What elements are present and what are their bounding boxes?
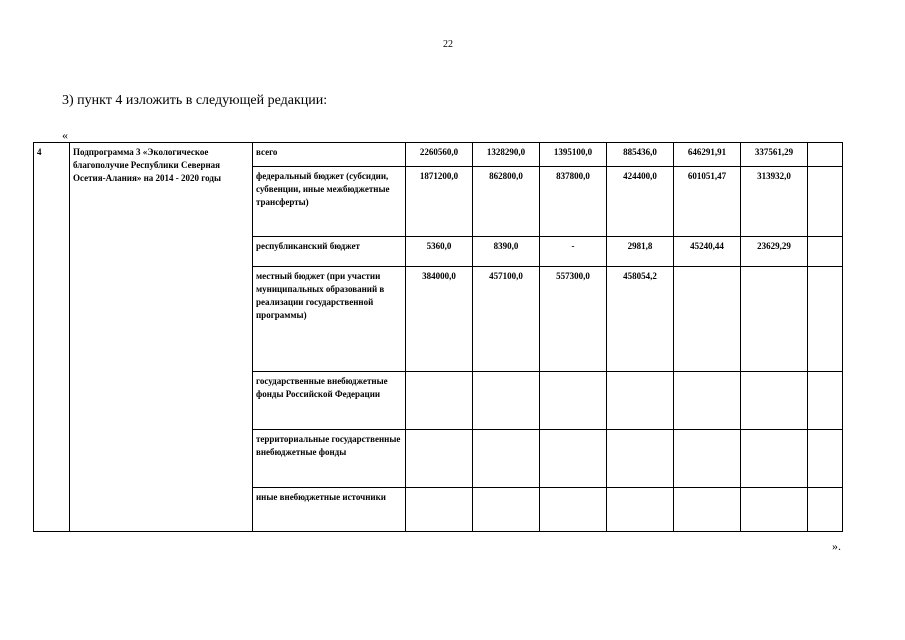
value-cell	[540, 430, 607, 488]
value-cell	[808, 143, 843, 167]
value-cell: 424400,0	[607, 167, 674, 237]
value-cell	[674, 488, 741, 532]
value-cell	[808, 430, 843, 488]
value-cell	[406, 372, 473, 430]
value-cell	[808, 237, 843, 267]
value-cell: 1395100,0	[540, 143, 607, 167]
value-cell: 5360,0	[406, 237, 473, 267]
value-cell: 885436,0	[607, 143, 674, 167]
program-name-cell: Подпрограмма 3 «Экологическое благополучие Республики Северная Осетия-Алания» на 2014 - 2020 годы	[70, 143, 253, 532]
budget-table	[33, 142, 843, 532]
value-cell: 646291,91	[674, 143, 741, 167]
funding-source-cell: федеральный бюджет (субсидии, субвенции, иные межбюджетные трансферты)	[253, 167, 406, 237]
value-cell: 337561,29	[741, 143, 808, 167]
value-cell	[607, 430, 674, 488]
table-row	[34, 143, 843, 167]
value-cell	[741, 430, 808, 488]
value-cell: 2981,8	[607, 237, 674, 267]
value-cell	[808, 372, 843, 430]
value-cell	[674, 267, 741, 372]
funding-source-cell: территориальные государственные внебюджетные фонды	[253, 430, 406, 488]
value-cell: 862800,0	[473, 167, 540, 237]
funding-source-cell: всего	[253, 143, 406, 167]
funding-source-cell: иные внебюджетные источники	[253, 488, 406, 532]
value-cell	[674, 430, 741, 488]
value-cell: 384000,0	[406, 267, 473, 372]
value-cell: 557300,0	[540, 267, 607, 372]
value-cell: 458054,2	[607, 267, 674, 372]
value-cell: 1871200,0	[406, 167, 473, 237]
value-cell: 837800,0	[540, 167, 607, 237]
value-cell: 23629,29	[741, 237, 808, 267]
value-cell: 2260560,0	[406, 143, 473, 167]
value-cell	[473, 430, 540, 488]
value-cell	[607, 372, 674, 430]
table-body	[34, 143, 843, 532]
funding-source-cell: государственные внебюджетные фонды Российской Федерации	[253, 372, 406, 430]
intro-text: 3) пункт 4 изложить в следующей редакции:	[62, 93, 328, 108]
value-cell: 601051,47	[674, 167, 741, 237]
value-cell: -	[540, 237, 607, 267]
close-quote: ».	[832, 539, 841, 553]
value-cell: 457100,0	[473, 267, 540, 372]
value-cell	[473, 372, 540, 430]
open-quote: «	[62, 128, 68, 142]
value-cell	[540, 488, 607, 532]
funding-source-cell: республиканский бюджет	[253, 237, 406, 267]
funding-source-cell: местный бюджет (при участии муниципальных образований в реализации государственной программы)	[253, 267, 406, 372]
value-cell	[607, 488, 674, 532]
page-number: 22	[443, 39, 453, 50]
value-cell: 313932,0	[741, 167, 808, 237]
row-number-cell: 4	[34, 143, 70, 532]
value-cell	[406, 430, 473, 488]
value-cell	[473, 488, 540, 532]
value-cell: 8390,0	[473, 237, 540, 267]
value-cell	[808, 488, 843, 532]
value-cell	[741, 488, 808, 532]
value-cell: 45240,44	[674, 237, 741, 267]
value-cell	[540, 372, 607, 430]
value-cell	[808, 267, 843, 372]
value-cell	[741, 372, 808, 430]
value-cell	[406, 488, 473, 532]
value-cell: 1328290,0	[473, 143, 540, 167]
value-cell	[674, 372, 741, 430]
value-cell	[741, 267, 808, 372]
value-cell	[808, 167, 843, 237]
